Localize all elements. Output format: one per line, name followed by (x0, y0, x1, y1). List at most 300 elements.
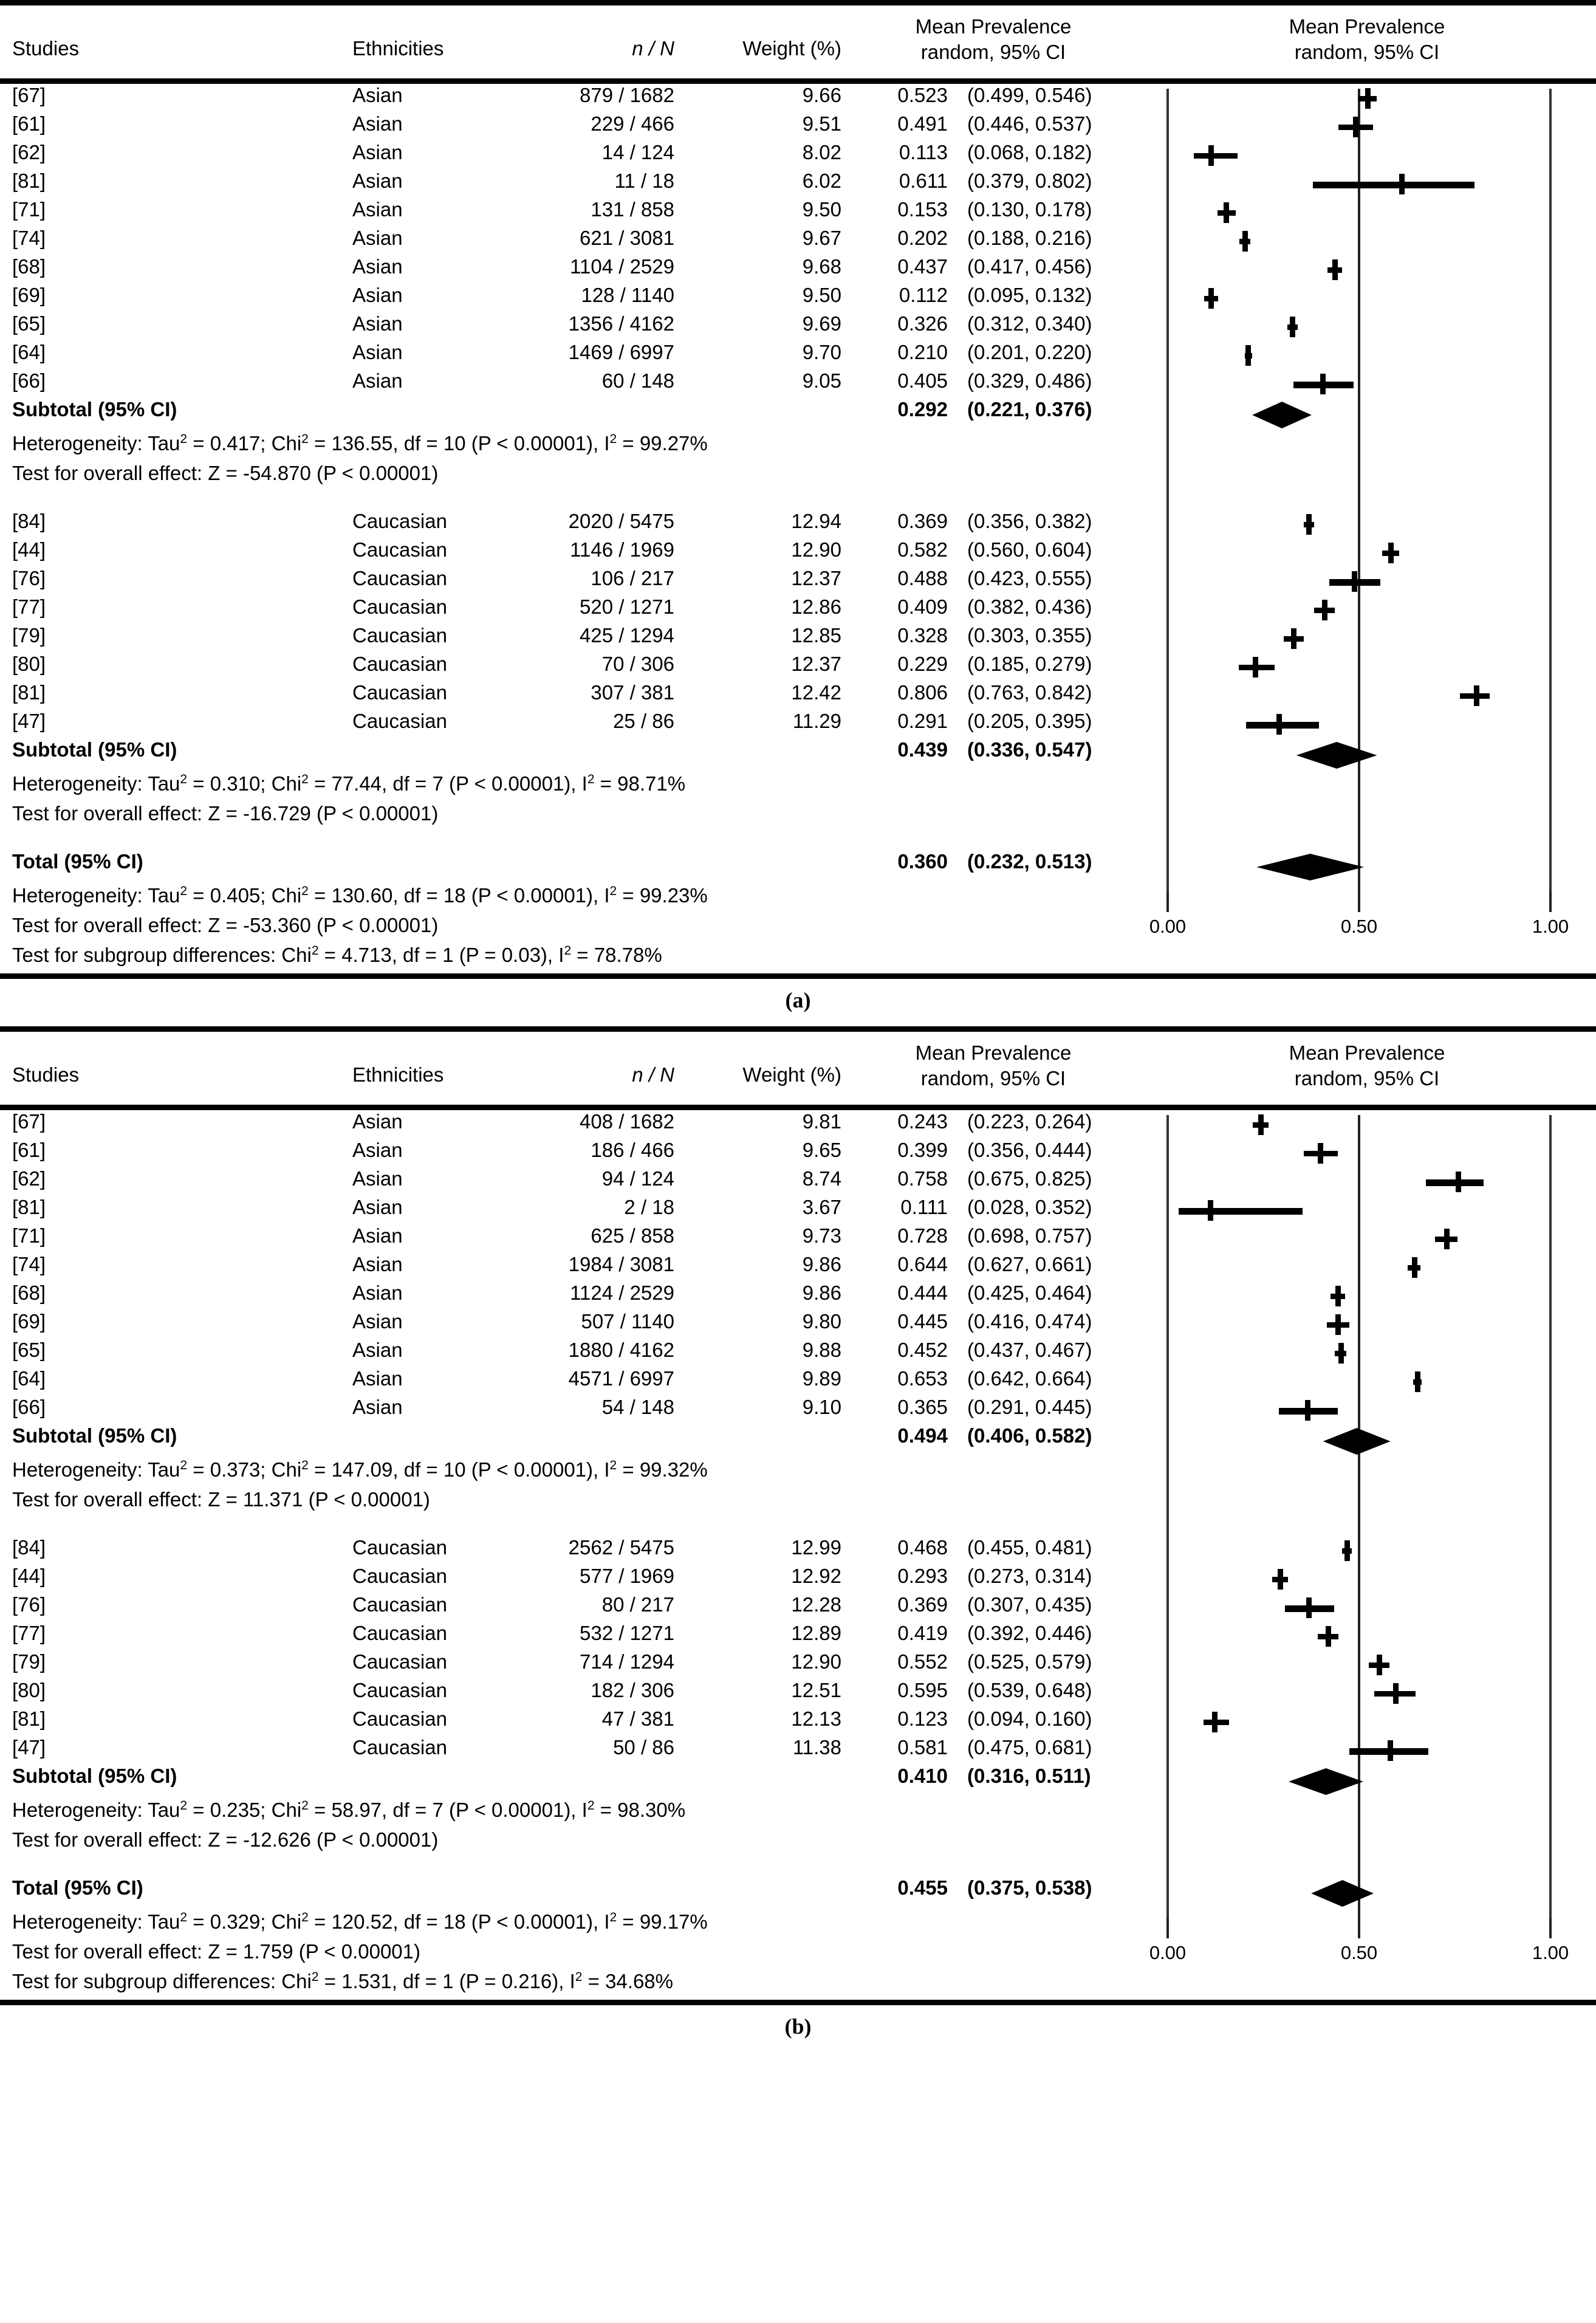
n-over-N-value: 11 / 18 (614, 170, 674, 192)
axis-tick-label: 1.00 (1532, 1942, 1569, 1963)
summary-diamond (1256, 854, 1364, 880)
weight-value: 12.37 (791, 567, 841, 589)
table-header-rule (0, 1105, 1596, 1110)
table-body-b (0, 1110, 1596, 2000)
mean-prevalence-value: 0.365 (897, 1396, 948, 1418)
confidence-interval-value: (0.307, 0.435) (967, 1593, 1092, 1616)
study-reference: [61] (12, 1139, 46, 1161)
point-estimate-marker (1306, 1597, 1312, 1618)
confidence-interval-value: (0.291, 0.445) (967, 1396, 1092, 1418)
weight-value: 12.13 (791, 1707, 841, 1730)
weight-value: 12.85 (791, 624, 841, 647)
point-estimate-marker (1291, 628, 1296, 649)
forest-plot-area (1149, 1110, 1580, 2000)
mean-prevalence-value: 0.112 (899, 284, 948, 306)
weight-value: 9.89 (802, 1367, 841, 1390)
ethnicity-value: Asian (352, 1253, 403, 1275)
study-reference: [65] (12, 312, 46, 335)
n-over-N-value: 94 / 124 (601, 1167, 674, 1190)
mean-prevalence-value: 0.644 (897, 1253, 948, 1275)
mean-prevalence-value: 0.552 (897, 1650, 948, 1673)
n-over-N-value: 131 / 858 (591, 198, 674, 221)
study-reference: [69] (12, 1310, 46, 1333)
n-over-N-value: 229 / 466 (591, 112, 674, 135)
axis-line-right (1549, 89, 1552, 910)
confidence-interval-line (1194, 153, 1238, 159)
heterogeneity-text: Heterogeneity: Tau$^2$ = 0.235; Chi$^2$ = 58.97, df = 7 (P < 0.00001), $I^2 = 98.30\%$ (12, 1799, 686, 1821)
ethnicity-value: Caucasian (352, 510, 447, 532)
confidence-interval-value: (0.382, 0.436) (967, 595, 1092, 618)
study-reference: [71] (12, 1224, 46, 1247)
overall-effect-text: Test for overall effect: Z = -12.626 (P < 0.00001) (12, 1828, 439, 1851)
subtotal-label: Subtotal (95% CI) (12, 1765, 177, 1787)
axis-line-right (1549, 1115, 1552, 1936)
confidence-interval-line (1179, 1208, 1303, 1215)
ethnicity-value: Asian (352, 170, 403, 192)
n-over-N-value: 50 / 86 (613, 1736, 674, 1759)
study-reference: [44] (12, 538, 46, 561)
weight-value: 9.67 (802, 227, 841, 249)
weight-value: 12.37 (791, 653, 841, 675)
mean-prevalence-line2: random, 95% CI (920, 41, 1066, 64)
n-over-N-value: 14 / 124 (601, 141, 674, 163)
confidence-interval-value: (0.627, 0.661) (967, 1253, 1092, 1275)
ethnicity-value: Asian (352, 1167, 403, 1190)
total-label: Total (95% CI) (12, 1876, 143, 1899)
column-header-weight: Weight (%) (742, 1063, 841, 1086)
summary-diamond (1323, 1428, 1391, 1455)
weight-value: 12.86 (791, 595, 841, 618)
overall-effect-text: Test for overall effect: Z = -16.729 (P < 0.00001) (12, 802, 439, 825)
subtotal-label: Subtotal (95% CI) (12, 738, 177, 761)
summary-diamond (1311, 1880, 1374, 1907)
plot-header-mean-prevalence (1185, 1040, 1549, 1091)
ethnicity-value: Caucasian (352, 567, 447, 589)
point-estimate-marker (1456, 1172, 1461, 1192)
weight-value: 9.88 (802, 1339, 841, 1361)
point-estimate-marker (1412, 1257, 1417, 1278)
mean-prevalence-value: 0.488 (897, 567, 948, 589)
confidence-interval-value: (0.273, 0.314) (967, 1565, 1092, 1587)
study-reference: [66] (12, 1396, 46, 1418)
study-reference: [76] (12, 1593, 46, 1616)
n-over-N-value: 1104 / 2529 (570, 255, 674, 278)
mean-prevalence-value: 0.582 (897, 538, 948, 561)
study-reference: [62] (12, 1167, 46, 1190)
ethnicity-value: Caucasian (352, 1622, 447, 1644)
axis-tick-label: 1.00 (1532, 916, 1569, 937)
study-reference: [80] (12, 1679, 46, 1701)
confidence-interval-value: (0.416, 0.474) (967, 1310, 1092, 1333)
subtotal-mean-value: 0.292 (897, 398, 948, 420)
ethnicity-value: Caucasian (352, 1707, 447, 1730)
ethnicity-value: Caucasian (352, 1650, 447, 1673)
study-reference: [67] (12, 84, 46, 106)
confidence-interval-value: (0.095, 0.132) (967, 284, 1092, 306)
confidence-interval-value: (0.423, 0.555) (967, 567, 1092, 589)
mean-prevalence-value: 0.405 (897, 369, 948, 392)
n-over-N-value: 106 / 217 (591, 567, 674, 589)
study-reference: [67] (12, 1110, 46, 1133)
confidence-interval-value: (0.763, 0.842) (967, 681, 1092, 704)
total-mean-value: 0.360 (897, 850, 948, 873)
confidence-interval-value: (0.379, 0.802) (967, 170, 1092, 192)
mean-prevalence-value: 0.113 (899, 141, 948, 163)
confidence-interval-value: (0.223, 0.264) (967, 1110, 1092, 1133)
column-header-n-over-N: n / N (632, 37, 674, 60)
n-over-N-value: 47 / 381 (601, 1707, 674, 1730)
axis-line-left (1166, 89, 1169, 910)
ethnicity-value: Asian (352, 1139, 403, 1161)
subtotal-label: Subtotal (95% CI) (12, 1424, 177, 1447)
weight-value: 11.29 (792, 710, 841, 732)
mean-prevalence-value: 0.369 (897, 510, 948, 532)
n-over-N-value: 25 / 86 (613, 710, 674, 732)
confidence-interval-line (1246, 722, 1319, 729)
ethnicity-value: Asian (352, 1282, 403, 1304)
ethnicity-value: Asian (352, 255, 403, 278)
point-estimate-marker (1444, 1229, 1450, 1249)
n-over-N-value: 408 / 1682 (580, 1110, 674, 1133)
n-over-N-value: 1469 / 6997 (568, 341, 674, 363)
column-header-mean-prevalence (860, 14, 1127, 65)
study-reference: [47] (12, 1736, 46, 1759)
n-over-N-value: 307 / 381 (591, 681, 674, 704)
mean-prevalence-value: 0.653 (897, 1367, 948, 1390)
point-estimate-marker (1320, 374, 1326, 394)
axis-tick-label: 0.00 (1149, 916, 1187, 937)
confidence-interval-value: (0.185, 0.279) (967, 653, 1092, 675)
point-estimate-marker (1377, 1655, 1382, 1675)
heterogeneity-text: Heterogeneity: Tau$^2$ = 0.417; Chi$^2$ = 136.55, df = 10 (P < 0.00001), $I^2 = 99.27\%$ (12, 432, 708, 455)
point-estimate-marker (1335, 1314, 1341, 1335)
confidence-interval-value: (0.188, 0.216) (967, 227, 1092, 249)
study-reference: [76] (12, 567, 46, 589)
confidence-interval-value: (0.698, 0.757) (967, 1224, 1092, 1247)
point-estimate-marker (1208, 288, 1214, 309)
plot-header-mean-prevalence (1185, 14, 1549, 65)
subtotal-mean-value: 0.494 (897, 1424, 948, 1447)
weight-value: 12.28 (791, 1593, 841, 1616)
subtotal-ci-value: (0.336, 0.547) (967, 738, 1092, 761)
mean-prevalence-value: 0.595 (897, 1679, 948, 1701)
mean-prevalence-value: 0.419 (897, 1622, 948, 1644)
mean-prevalence-value: 0.437 (897, 255, 948, 278)
mean-prevalence-value: 0.806 (897, 681, 948, 704)
weight-value: 9.65 (802, 1139, 841, 1161)
study-reference: [68] (12, 255, 46, 278)
n-over-N-value: 532 / 1271 (580, 1622, 674, 1644)
n-over-N-value: 60 / 148 (601, 369, 674, 392)
total-ci-value: (0.232, 0.513) (967, 850, 1092, 873)
confidence-interval-value: (0.068, 0.182) (967, 141, 1092, 163)
n-over-N-value: 507 / 1140 (581, 1310, 674, 1333)
point-estimate-marker (1305, 1400, 1310, 1421)
point-estimate-marker (1326, 1626, 1331, 1647)
weight-value: 12.51 (791, 1679, 841, 1701)
ethnicity-value: Asian (352, 1396, 403, 1418)
weight-value: 12.99 (791, 1536, 841, 1559)
mean-prevalence-line1: Mean Prevalence (915, 1041, 1072, 1064)
ethnicity-value: Caucasian (352, 1565, 447, 1587)
point-estimate-marker (1318, 1143, 1323, 1164)
mean-prevalence-value: 0.153 (897, 198, 948, 221)
mean-prevalence-value: 0.444 (897, 1282, 948, 1304)
mean-prevalence-value: 0.243 (897, 1110, 948, 1133)
column-header-ethnicities: Ethnicities (352, 37, 444, 60)
ethnicity-value: Caucasian (352, 624, 447, 647)
n-over-N-value: 182 / 306 (591, 1679, 674, 1701)
forest-plot-panel-b (0, 1026, 1596, 2053)
point-estimate-marker (1338, 1343, 1344, 1364)
study-reference: [81] (12, 1707, 46, 1730)
ethnicity-value: Asian (352, 141, 403, 163)
weight-value: 12.90 (791, 1650, 841, 1673)
overall-effect-text: Test for overall effect: Z = -54.870 (P < 0.00001) (12, 462, 439, 484)
weight-value: 9.70 (802, 341, 841, 363)
weight-value: 9.69 (802, 312, 841, 335)
mean-prevalence-value: 0.369 (897, 1593, 948, 1616)
mean-prevalence-value: 0.291 (897, 710, 948, 732)
n-over-N-value: 80 / 217 (601, 1593, 674, 1616)
point-estimate-marker (1290, 317, 1295, 337)
mean-prevalence-value: 0.293 (897, 1565, 948, 1587)
study-reference: [81] (12, 1196, 46, 1218)
ethnicity-value: Asian (352, 198, 403, 221)
weight-value: 9.86 (802, 1253, 841, 1275)
ethnicity-value: Asian (352, 1110, 403, 1133)
ethnicity-value: Asian (352, 1367, 403, 1390)
weight-value: 8.02 (802, 141, 841, 163)
axis-tick (1166, 891, 1169, 912)
n-over-N-value: 879 / 1682 (580, 84, 674, 106)
confidence-interval-line (1426, 1179, 1484, 1186)
overall-effect-text: Test for overall effect: Z = 11.371 (P < 0.00001) (12, 1488, 430, 1511)
study-reference: [68] (12, 1282, 46, 1304)
ethnicity-value: Asian (352, 1310, 403, 1333)
n-over-N-value: 128 / 1140 (581, 284, 674, 306)
confidence-interval-value: (0.417, 0.456) (967, 255, 1092, 278)
confidence-interval-value: (0.329, 0.486) (967, 369, 1092, 392)
heterogeneity-text: Heterogeneity: Tau$^2$ = 0.310; Chi$^2$ = 77.44, df = 7 (P < 0.00001), $I^2 = 98.71\%$ (12, 772, 686, 795)
weight-value: 9.80 (802, 1310, 841, 1333)
point-estimate-marker (1335, 1286, 1341, 1306)
ethnicity-value: Asian (352, 1196, 403, 1218)
point-estimate-marker (1399, 174, 1405, 194)
n-over-N-value: 54 / 148 (601, 1396, 674, 1418)
column-header-weight: Weight (%) (742, 37, 841, 60)
mean-prevalence-value: 0.399 (897, 1139, 948, 1161)
point-estimate-marker (1276, 714, 1282, 735)
summary-diamond (1296, 742, 1377, 769)
weight-value: 9.86 (802, 1282, 841, 1304)
mean-prevalence-value: 0.452 (897, 1339, 948, 1361)
weight-value: 9.50 (802, 198, 841, 221)
mean-prevalence-value: 0.328 (897, 624, 948, 647)
axis-tick (1358, 891, 1360, 912)
confidence-interval-value: (0.642, 0.664) (967, 1367, 1092, 1390)
weight-value: 9.66 (802, 84, 841, 106)
weight-value: 11.38 (792, 1736, 841, 1759)
table-top-rule (0, 0, 1596, 5)
n-over-N-value: 714 / 1294 (580, 1650, 674, 1673)
mean-prevalence-value: 0.758 (897, 1167, 948, 1190)
table-bottom-rule (0, 2000, 1596, 2005)
weight-value: 9.73 (802, 1224, 841, 1247)
confidence-interval-value: (0.201, 0.220) (967, 341, 1092, 363)
column-header-mean-prevalence (860, 1040, 1127, 1091)
plot-header-line1: Mean Prevalence (1289, 15, 1445, 38)
study-reference: [84] (12, 1536, 46, 1559)
table-header-a (0, 5, 1596, 78)
ethnicity-value: Asian (352, 1224, 403, 1247)
axis-line-center (1358, 1115, 1360, 1936)
confidence-interval-value: (0.499, 0.546) (967, 84, 1092, 106)
confidence-interval-value: (0.205, 0.395) (967, 710, 1092, 732)
confidence-interval-value: (0.455, 0.481) (967, 1536, 1092, 1559)
mean-prevalence-line1: Mean Prevalence (915, 15, 1072, 38)
n-over-N-value: 186 / 466 (591, 1139, 674, 1161)
summary-diamond (1252, 402, 1312, 428)
subtotal-ci-value: (0.316, 0.511) (967, 1765, 1091, 1787)
weight-value: 9.51 (802, 112, 841, 135)
point-estimate-marker (1306, 514, 1312, 535)
confidence-interval-value: (0.392, 0.446) (967, 1622, 1092, 1644)
n-over-N-value: 1146 / 1969 (570, 538, 674, 561)
study-reference: [66] (12, 369, 46, 392)
weight-value: 6.02 (802, 170, 841, 192)
forest-plot-panel-a (0, 0, 1596, 1026)
ethnicity-value: Asian (352, 1339, 403, 1361)
table-header-rule (0, 78, 1596, 84)
study-reference: [47] (12, 710, 46, 732)
mean-prevalence-value: 0.468 (897, 1536, 948, 1559)
study-reference: [84] (12, 510, 46, 532)
point-estimate-marker (1212, 1712, 1218, 1732)
weight-value: 9.05 (802, 369, 841, 392)
weight-value: 9.50 (802, 284, 841, 306)
axis-line-left (1166, 1115, 1169, 1936)
axis-line-center (1358, 89, 1360, 910)
ethnicity-value: Asian (352, 227, 403, 249)
study-reference: [61] (12, 112, 46, 135)
ethnicity-value: Asian (352, 112, 403, 135)
point-estimate-marker (1242, 231, 1248, 252)
confidence-interval-value: (0.130, 0.178) (967, 198, 1092, 221)
ethnicity-value: Caucasian (352, 538, 447, 561)
confidence-interval-line (1313, 182, 1474, 188)
study-reference: [81] (12, 681, 46, 704)
table-body-a (0, 84, 1596, 973)
point-estimate-marker (1344, 1540, 1350, 1561)
study-reference: [64] (12, 341, 46, 363)
axis-tick (1358, 1918, 1360, 1938)
point-estimate-marker (1388, 543, 1394, 563)
point-estimate-marker (1253, 657, 1258, 678)
mean-prevalence-value: 0.611 (899, 170, 948, 192)
n-over-N-value: 2 / 18 (624, 1196, 674, 1218)
study-reference: [64] (12, 1367, 46, 1390)
point-estimate-marker (1332, 259, 1338, 280)
point-estimate-marker (1208, 1200, 1213, 1221)
plot-header-line2: random, 95% CI (1294, 1067, 1440, 1090)
ethnicity-value: Asian (352, 84, 403, 106)
n-over-N-value: 577 / 1969 (580, 1565, 674, 1587)
study-reference: [81] (12, 170, 46, 192)
weight-value: 12.94 (791, 510, 841, 532)
column-header-ethnicities: Ethnicities (352, 1063, 444, 1086)
ethnicity-value: Asian (352, 312, 403, 335)
n-over-N-value: 70 / 306 (601, 653, 674, 675)
confidence-interval-value: (0.094, 0.160) (967, 1707, 1092, 1730)
point-estimate-marker (1258, 1114, 1264, 1135)
column-header-n-over-N: n / N (632, 1063, 674, 1086)
subtotal-label: Subtotal (95% CI) (12, 398, 177, 420)
study-reference: [79] (12, 1650, 46, 1673)
point-estimate-marker (1393, 1683, 1399, 1704)
weight-value: 12.89 (791, 1622, 841, 1644)
confidence-interval-value: (0.675, 0.825) (967, 1167, 1092, 1190)
heterogeneity-text: Heterogeneity: Tau$^2$ = 0.329; Chi$^2$ = 120.52, df = 18 (P < 0.00001), $I^2 = 99.17\%$ (12, 1910, 708, 1933)
confidence-interval-value: (0.356, 0.444) (967, 1139, 1092, 1161)
overall-effect-text: Test for overall effect: Z = -53.360 (P < 0.00001) (12, 914, 439, 936)
axis-tick (1549, 891, 1552, 912)
ethnicity-value: Caucasian (352, 595, 447, 618)
ethnicity-value: Caucasian (352, 710, 447, 732)
n-over-N-value: 2562 / 5475 (568, 1536, 674, 1559)
confidence-interval-value: (0.312, 0.340) (967, 312, 1092, 335)
total-label: Total (95% CI) (12, 850, 143, 873)
point-estimate-marker (1208, 145, 1214, 166)
panel-label-a: (a) (785, 988, 811, 1012)
confidence-interval-value: (0.539, 0.648) (967, 1679, 1092, 1701)
mean-prevalence-value: 0.202 (897, 227, 948, 249)
study-reference: [77] (12, 1622, 46, 1644)
weight-value: 9.81 (802, 1110, 841, 1133)
mean-prevalence-value: 0.326 (897, 312, 948, 335)
study-reference: [80] (12, 653, 46, 675)
n-over-N-value: 1124 / 2529 (570, 1282, 674, 1304)
confidence-interval-value: (0.475, 0.681) (967, 1736, 1092, 1759)
weight-value: 12.90 (791, 538, 841, 561)
confidence-interval-value: (0.446, 0.537) (967, 112, 1092, 135)
mean-prevalence-value: 0.445 (897, 1310, 948, 1333)
axis-tick (1549, 1918, 1552, 1938)
confidence-interval-value: (0.356, 0.382) (967, 510, 1092, 532)
n-over-N-value: 1984 / 3081 (568, 1253, 674, 1275)
mean-prevalence-value: 0.210 (897, 341, 948, 363)
ethnicity-value: Asian (352, 284, 403, 306)
point-estimate-marker (1353, 117, 1358, 137)
point-estimate-marker (1388, 1740, 1393, 1761)
mean-prevalence-value: 0.123 (897, 1707, 948, 1730)
ethnicity-value: Caucasian (352, 653, 447, 675)
plot-header-line1: Mean Prevalence (1289, 1041, 1445, 1064)
plot-header-line2: random, 95% CI (1294, 41, 1440, 64)
n-over-N-value: 4571 / 6997 (568, 1367, 674, 1390)
n-over-N-value: 2020 / 5475 (568, 510, 674, 532)
subtotal-mean-value: 0.410 (897, 1765, 948, 1787)
mean-prevalence-value: 0.409 (897, 595, 948, 618)
n-over-N-value: 621 / 3081 (580, 227, 674, 249)
subtotal-mean-value: 0.439 (897, 738, 948, 761)
heterogeneity-text: Heterogeneity: Tau$^2$ = 0.405; Chi$^2$ = 130.60, df = 18 (P < 0.00001), $I^2 = 99.23\%$ (12, 884, 708, 907)
n-over-N-value: 1356 / 4162 (568, 312, 674, 335)
weight-value: 12.42 (791, 681, 841, 704)
study-reference: [69] (12, 284, 46, 306)
table-bottom-rule (0, 973, 1596, 979)
n-over-N-value: 625 / 858 (591, 1224, 674, 1247)
